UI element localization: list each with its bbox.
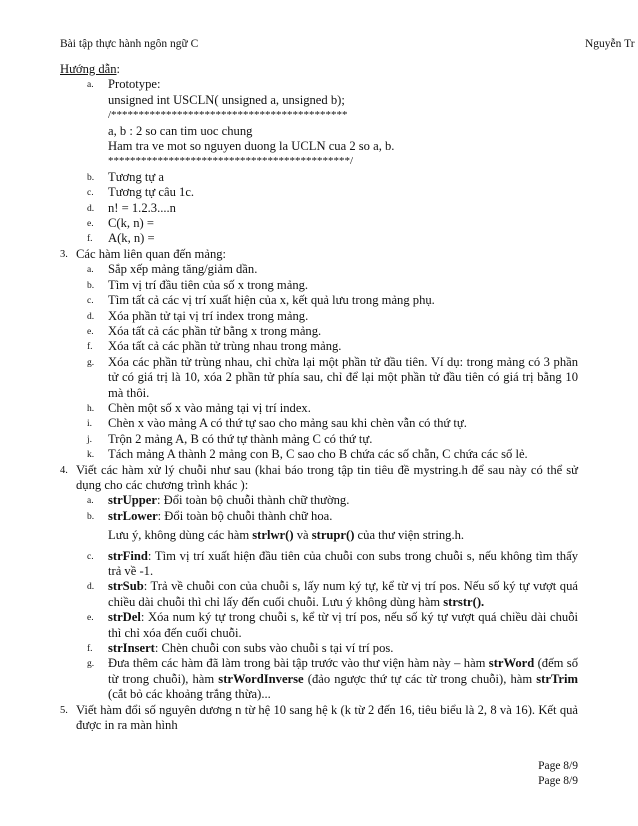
list-item xyxy=(60,493,578,508)
function-name: strUpper xyxy=(108,493,157,508)
section-3-title xyxy=(60,247,578,262)
function-name: strDel xyxy=(108,610,141,625)
list-label: e. xyxy=(87,613,94,624)
list-text: Tìm tất cả các vị trí xuất hiện của x, kết quả lưu trong mảng phụ. xyxy=(108,293,435,308)
function-name: strlwr() xyxy=(252,528,294,543)
list-label: a. xyxy=(87,496,94,507)
list-item xyxy=(60,401,578,416)
list-label: d. xyxy=(87,311,95,322)
document-body xyxy=(60,62,578,733)
list-label: c. xyxy=(87,551,94,562)
comment-line-2: Ham tra ve mot so nguyen duong la UCLN cua 2 so a, b. xyxy=(108,139,395,154)
section-5-title xyxy=(60,703,578,734)
list-item xyxy=(60,579,578,610)
list-text: Chèn x vào mảng A có thứ tự sao cho mảng sau khi chèn vẫn có thứ tự. xyxy=(108,416,467,431)
list-label: e. xyxy=(87,326,94,337)
note-text: của thư viện string.h. xyxy=(354,528,465,543)
header-left-title: Bài tập thực hành ngôn ngữ C xyxy=(60,38,199,50)
list-text: Xóa tất cả các phần tử trùng nhau trong mảng. xyxy=(108,339,342,354)
list-text: : Chèn chuỗi con subs vào chuỗi s tại ví trí pos. xyxy=(154,641,394,656)
function-name: strupr() xyxy=(311,528,355,543)
list-label: g. xyxy=(87,357,95,368)
function-name: strTrim xyxy=(536,671,578,686)
list-text: (đảo ngược thứ tự các từ trong chuỗi), hàm xyxy=(303,671,537,686)
guide-heading-colon: : xyxy=(116,62,121,76)
header-right-author: Nguyễn Tr xyxy=(585,38,635,50)
list-item xyxy=(60,432,578,447)
list-item-a xyxy=(60,77,578,169)
list-text: Tách mảng A thành 2 mảng con B, C sao cho B chứa các số chẵn, C chứa các số lẻ. xyxy=(108,447,528,462)
section-4-title xyxy=(60,463,578,494)
list-text: C(k, n) = xyxy=(108,216,154,231)
list-text: (cắt bỏ các khoảng trắng thừa)... xyxy=(108,687,271,702)
list-text: Xóa các phần tử trùng nhau, chỉ chừa lại một phần tử đầu tiên. Ví dụ: trong mảng có 3 phần tử có giá trị là 10, xóa 2 phần tử phía sau, chỉ để lại một phần tử đầu tiên có giá trị bằng 10 mà thôi. xyxy=(108,354,578,400)
list-item xyxy=(60,309,578,324)
function-name: strstr(). xyxy=(443,594,485,609)
note-text: Lưu ý, không dùng các hàm xyxy=(108,528,253,543)
function-name: strInsert xyxy=(108,641,155,656)
list-item xyxy=(60,231,578,246)
note-text: và xyxy=(293,528,312,543)
list-label: g. xyxy=(87,659,95,670)
list-label: a. xyxy=(87,80,94,91)
list-item xyxy=(60,170,578,185)
list-text: (đếm số từ trong chuỗi), hàm xyxy=(108,656,578,686)
list-text: Trộn 2 mảng A, B có thứ tự thành mảng C có thứ tự. xyxy=(108,431,373,446)
list-item xyxy=(60,216,578,231)
list-label: e. xyxy=(87,219,94,230)
page-number: Page 8/9 xyxy=(538,760,578,772)
list-item xyxy=(60,416,578,431)
function-name: strSub xyxy=(108,579,144,594)
list-label: d. xyxy=(87,582,95,593)
list-item xyxy=(60,278,578,293)
section-number: 5. xyxy=(60,704,68,716)
list-text: Tương tự a xyxy=(108,169,164,184)
list-item xyxy=(60,339,578,354)
comment-close: ********************************************/ xyxy=(108,155,354,168)
prototype-signature: unsigned int USCLN( unsigned a, unsigned b); xyxy=(108,92,345,107)
section-title: Các hàm liên quan đến mảng: xyxy=(76,246,227,261)
list-text: Chèn một số x vào mảng tại vị trí index. xyxy=(108,400,311,415)
list-text: Sắp xếp mảng tăng/giảm dần. xyxy=(108,262,258,277)
list-label: a. xyxy=(87,265,94,276)
function-name: strWord xyxy=(488,656,535,671)
page-number: Page 8/9 xyxy=(538,775,578,787)
list-label: c. xyxy=(87,188,94,199)
list-text: Xóa phần tử tại vị trí index trong mảng. xyxy=(108,308,309,323)
note-paragraph xyxy=(60,528,578,543)
list-text: : Trả về chuỗi con của chuỗi s, lấy num ký tự, kể từ vị trí pos. Nếu số ký tự vượt quá chiều dài chuỗi thì chỉ lấy đến cuối chuỗi. Lưu ý không dùng hàm xyxy=(108,579,578,609)
guide-heading-text: Hướng dẫn xyxy=(60,62,117,76)
list-label: f. xyxy=(87,234,93,245)
list-item xyxy=(60,509,578,524)
list-label: b. xyxy=(87,511,95,522)
function-name: strLower xyxy=(108,508,158,523)
list-text: : Đổi toàn bộ chuỗi thành chữ thường. xyxy=(156,493,350,508)
prototype-label: Prototype: xyxy=(108,77,161,92)
list-text: n! = 1.2.3....n xyxy=(108,200,176,215)
list-item xyxy=(60,185,578,200)
list-label: i. xyxy=(87,419,93,430)
list-item xyxy=(60,324,578,339)
list-label: b. xyxy=(87,280,95,291)
list-item xyxy=(60,656,578,702)
list-item xyxy=(60,549,578,580)
list-text: A(k, n) = xyxy=(108,231,155,246)
list-label: j. xyxy=(87,434,93,445)
comment-line-1: a, b : 2 so can tim uoc chung xyxy=(108,123,253,138)
list-item xyxy=(60,293,578,308)
list-item xyxy=(60,447,578,462)
comment-open: /******************************************* xyxy=(108,109,348,122)
list-text: Tìm vị trí đầu tiên của số x trong mảng. xyxy=(108,277,309,292)
list-text: Xóa tất cả các phần tử bằng x trong mảng. xyxy=(108,323,322,338)
list-item xyxy=(60,262,578,277)
function-name: strWordInverse xyxy=(218,671,304,686)
list-label: f. xyxy=(87,342,93,353)
list-label: f. xyxy=(87,644,93,655)
section-title: Viết hàm đổi số nguyên dương n từ hệ 10 sang hệ k (k từ 2 đến 16, tiêu biểu là 2, 8 và 16). Kết quả được in ra màn hình xyxy=(76,702,578,733)
list-text: Đưa thêm các hàm đã làm trong bài tập trước vào thư viện hàm này – hàm xyxy=(108,656,489,671)
guide-heading xyxy=(60,62,578,77)
list-label: b. xyxy=(87,172,95,183)
list-label: d. xyxy=(87,203,95,214)
section-number: 4. xyxy=(60,464,68,476)
list-text: : Đổi toàn bộ chuỗi thành chữ hoa. xyxy=(157,508,333,523)
list-text: : Tìm vị trí xuất hiện đầu tiên của chuỗi con subs trong chuỗi s, nếu không tìm thấy trả về -1. xyxy=(108,548,578,578)
list-text: : Xóa num ký tự trong chuỗi s, kể từ vị trí pos, nếu số ký tự vượt quá chiều dài chuỗi thì chỉ xóa đến cuối chuỗi. xyxy=(108,610,578,640)
list-label: k. xyxy=(87,450,95,461)
list-item xyxy=(60,610,578,641)
section-title: Viết các hàm xử lý chuỗi như sau (khai báo trong tập tin tiêu đề mystring.h để sau này có thể sử dụng cho các chương trình khác ): xyxy=(76,462,578,492)
list-item xyxy=(60,641,578,656)
section-number: 3. xyxy=(60,248,68,260)
list-item xyxy=(60,355,578,401)
function-name: strFind xyxy=(108,548,148,563)
list-label: c. xyxy=(87,296,94,307)
list-label: h. xyxy=(87,403,95,414)
list-text: Tương tự câu 1c. xyxy=(108,185,195,200)
list-item xyxy=(60,201,578,216)
